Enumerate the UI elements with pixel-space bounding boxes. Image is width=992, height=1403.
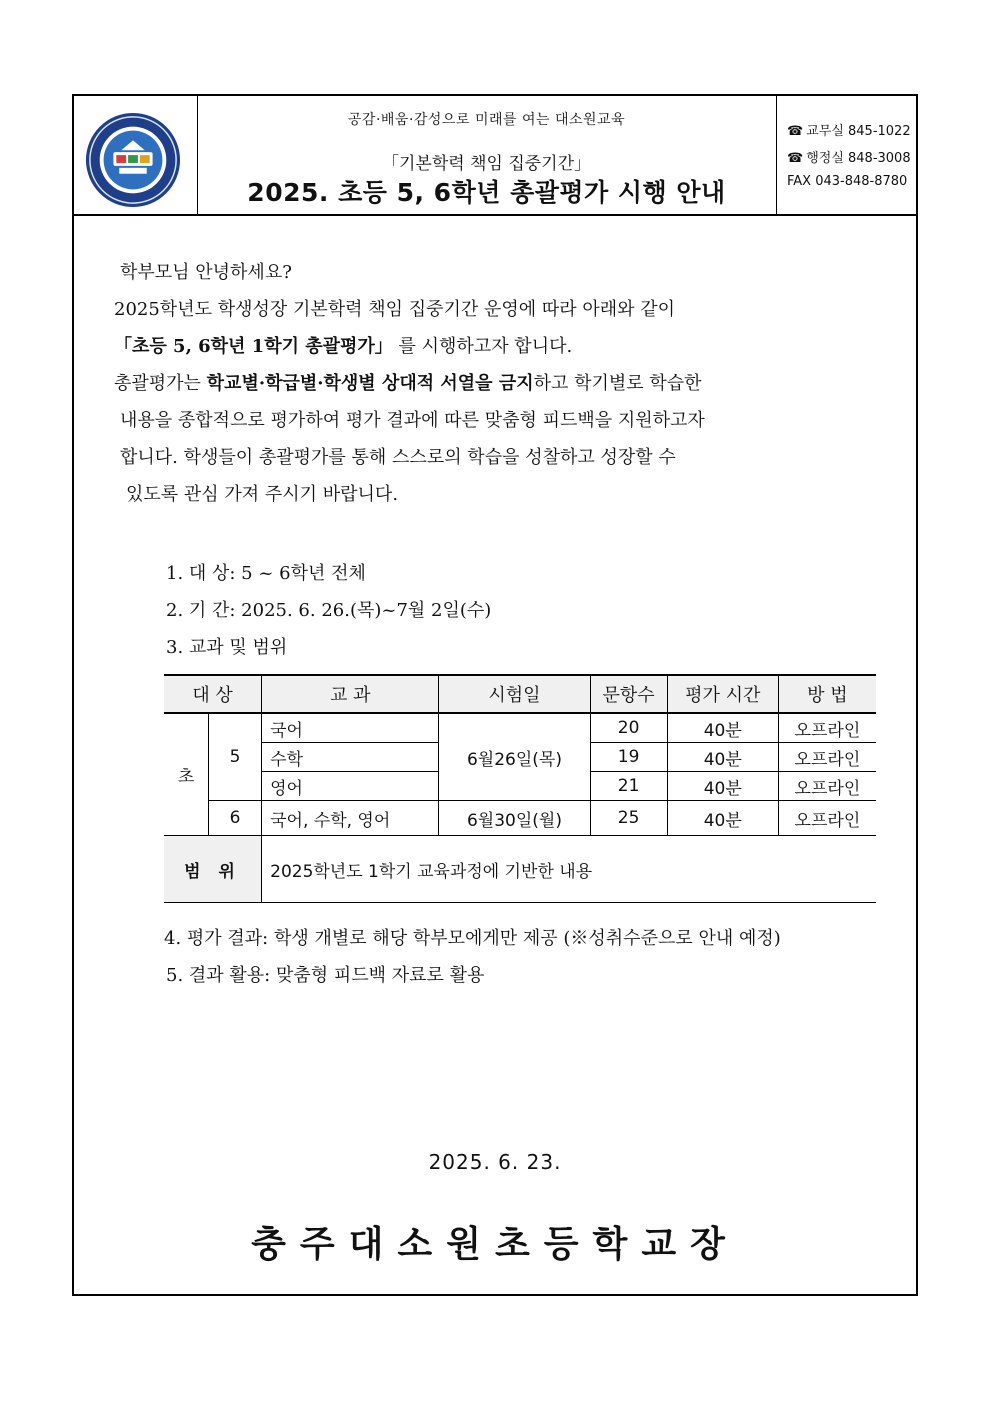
item-period: 2. 기 간: 2025. 6. 26.(목)~7월 2일(수)	[166, 600, 492, 621]
method-cell: 오프라인	[778, 772, 876, 801]
time-cell: 40분	[667, 713, 778, 743]
method-cell: 오프라인	[778, 801, 876, 836]
subject-cell: 국어, 수학, 영어	[262, 801, 439, 836]
grade6-cell: 6	[209, 801, 262, 836]
subtitle: 「기본학력 책임 집중기간」	[381, 154, 592, 174]
th-date: 시험일	[439, 675, 590, 713]
th-subject: 교 과	[262, 675, 439, 713]
contact-fax-text: FAX 043-848-8780	[787, 174, 908, 189]
item-scope-title: 3. 교과 및 범위	[166, 637, 288, 658]
ranking-ban: 학교별·학급별·학생별 상대적 서열을 금지	[206, 373, 534, 394]
time-cell: 40분	[667, 743, 778, 772]
title-cell	[198, 96, 775, 214]
th-count: 문항수	[590, 675, 667, 713]
count-cell: 19	[590, 743, 667, 772]
range-row	[164, 836, 876, 903]
count-cell: 20	[590, 713, 667, 743]
evaluation-name: 「초등 5, 6학년 1학기 총괄평가」	[114, 336, 393, 357]
count-cell: 21	[590, 772, 667, 801]
th-method: 방 법	[778, 675, 876, 713]
method-cell: 오프라인	[778, 743, 876, 772]
th-time: 평가 시간	[667, 675, 778, 713]
paragraph2-line3: 합니다. 학생들이 총괄평가를 통해 스스로의 학습을 성찰하고 성장할 수	[120, 447, 676, 468]
count-cell: 25	[590, 801, 667, 836]
phone-icon: ☎	[787, 124, 804, 139]
contact-cell	[776, 96, 917, 214]
document-frame	[72, 94, 918, 1296]
page-title: 2025. 초등 5, 6학년 총괄평가 시행 안내	[247, 178, 726, 207]
table-row	[164, 713, 876, 743]
date5-cell: 6월26일(목)	[439, 713, 590, 801]
range-value: 2025학년도 1학기 교육과정에 기반한 내용	[262, 836, 876, 903]
school-level-cell: 초	[164, 713, 209, 836]
table-header-row	[164, 675, 876, 713]
subject-cell: 수학	[262, 743, 439, 772]
contact-fax	[787, 174, 907, 189]
grade5-cell: 5	[209, 713, 262, 801]
item-target: 1. 대 상: 5 ~ 6학년 전체	[166, 563, 366, 584]
issue-date: 2025. 6. 23.	[428, 1150, 562, 1174]
signer: 충주대소원초등학교장	[251, 1224, 739, 1265]
paragraph2-line1	[114, 365, 914, 402]
date6-cell: 6월30일(월)	[439, 801, 590, 836]
time-cell: 40분	[667, 772, 778, 801]
th-target: 대 상	[164, 675, 262, 713]
table-row	[164, 801, 876, 836]
contact-admin-text: 행정실 848-3008	[806, 151, 911, 166]
subject-cell: 국어	[262, 713, 439, 743]
paragraph2-line1-b: 하고 학기별로 학습한	[533, 373, 702, 394]
phone-icon: ☎	[787, 151, 804, 166]
paragraph2-line4: 있도록 관심 가져 주시기 바랍니다.	[126, 484, 399, 505]
paragraph2-line2: 내용을 종합적으로 평가하여 평가 결과에 따른 맞춤형 피드백을 지원하고자	[120, 410, 705, 431]
paragraph1-line2-rest: 를 시행하고자 합니다.	[398, 336, 573, 357]
subject-cell: 영어	[262, 772, 439, 801]
contact-office-text: 교무실 845-1022	[806, 124, 911, 139]
greeting: 학부모님 안녕하세요?	[120, 262, 292, 283]
paragraph2-line1-a: 총괄평가는	[114, 373, 207, 394]
slogan: 공감·배움·감성으로 미래를 여는 대소원교육	[347, 112, 626, 128]
school-emblem	[84, 111, 182, 209]
item-result: 4. 평가 결과: 학생 개별로 해당 학부모에게만 제공 (※성취수준으로 안내 예정)	[164, 928, 781, 949]
contact-admin	[787, 147, 911, 166]
exam-table	[164, 674, 876, 903]
paragraph1-line2	[114, 328, 914, 365]
time-cell: 40분	[667, 801, 778, 836]
contact-office	[787, 120, 911, 139]
item-usage: 5. 결과 활용: 맞춤형 피드백 자료로 활용	[166, 965, 485, 986]
range-label: 범 위	[164, 836, 262, 903]
letterhead	[74, 96, 916, 216]
method-cell: 오프라인	[778, 713, 876, 743]
paragraph1-line1: 2025학년도 학생성장 기본학력 책임 집중기간 운영에 따라 아래와 같이	[114, 299, 676, 320]
logo-cell	[74, 96, 198, 214]
